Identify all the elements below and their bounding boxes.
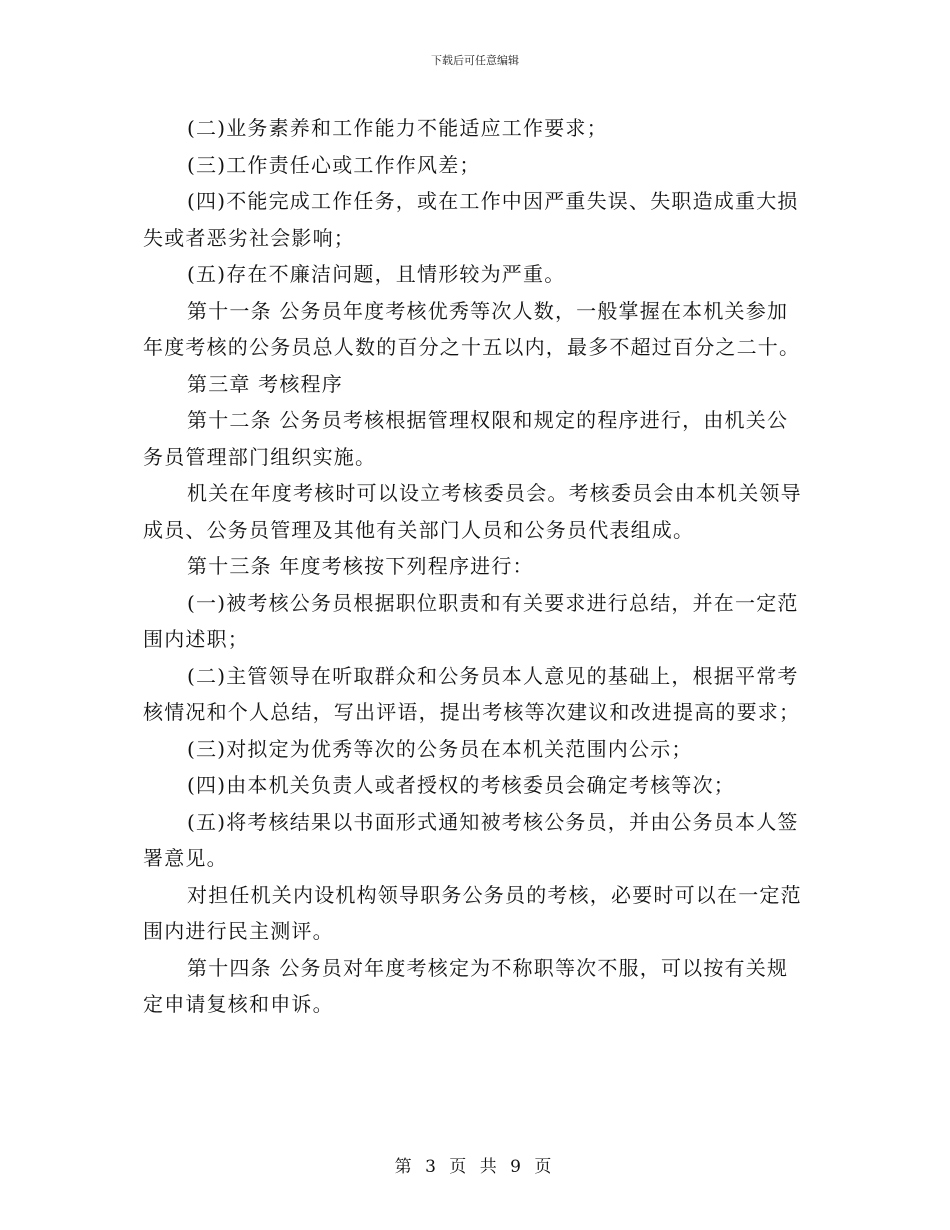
paragraph: 对担任机关内设机构领导职务公务员的考核，必要时可以在一定范围内进行民主测评。 xyxy=(143,882,802,943)
paragraph: (四)由本机关负责人或者授权的考核委员会确定考核等次； xyxy=(187,773,736,797)
paragraph: (五)将考核结果以书面形式通知被考核公务员，并由公务员本人签署意见。 xyxy=(143,809,799,870)
paragraph: (五)存在不廉洁问题，且情形较为严重。 xyxy=(187,262,566,286)
paragraph: (二)业务素养和工作能力不能适应工作要求； xyxy=(187,116,608,140)
paragraph: (四)不能完成工作任务，或在工作中因严重失误、失职造成重大损失或者恶劣社会影响； xyxy=(143,189,799,250)
page-header: 下载后可任意编辑 xyxy=(431,54,519,67)
article-13: 第十三条 年度考核按下列程序进行： xyxy=(187,554,534,578)
paragraph: (三)工作责任心或工作作风差； xyxy=(187,152,481,177)
article-14: 第十四条 公务员对年度考核定为不称职等次不服，可以按有关规定申请复核和申诉。 xyxy=(143,955,789,1016)
article-12: 第十二条 公务员考核根据管理权限和规定的程序进行，由机关公务员管理部门组织实施。 xyxy=(143,408,789,469)
paragraph: 机关在年度考核时可以设立考核委员会。考核委员会由本机关领导成员、公务员管理及其他有关部门人员和公务员代表组成。 xyxy=(143,481,802,542)
paragraph: (三)对拟定为优秀等次的公务员在本机关范围内公示； xyxy=(187,736,693,761)
paragraph: (一)被考核公务员根据职位职责和有关要求进行总结，并在一定范围内述职； xyxy=(143,590,799,651)
article-11: 第十一条 公务员年度考核优秀等次人数，一般掌握在本机关参加年度考核的公务员总人数的百分之十五以内，最多不超过百分之二十。 xyxy=(143,298,801,359)
chapter-heading: 第三章 考核程序 xyxy=(187,371,343,396)
page-number: 第 3 页 共 9 页 xyxy=(394,1157,556,1177)
paragraph: (二)主管领导在听取群众和公务员本人意见的基础上，根据平常考核情况和个人总结，写出评语，提出考核等次建议和改进提高的要求； xyxy=(143,663,801,724)
document-body xyxy=(143,110,808,1023)
